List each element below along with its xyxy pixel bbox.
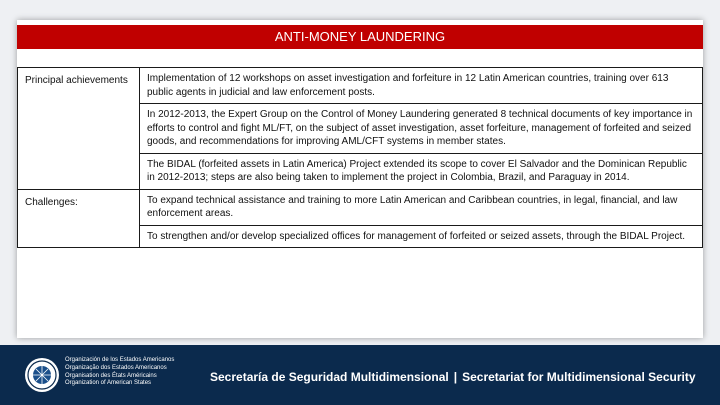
- challenge-item: To strengthen and/or develop specialized offices for management of forfeited or seized assets, through the BIDAL Project.: [140, 225, 703, 248]
- secretariat-separator: |: [453, 370, 458, 384]
- table-row: [18, 68, 703, 104]
- achievement-item: The BIDAL (forfeited assets in Latin America) Project extended its scope to cover El Salvador and the Dominican Republic in 2012-2013; steps are also being taken to implement the project in Colombia, Brazil, and Paraguay in 2014.: [140, 153, 703, 189]
- organization-names: [65, 357, 174, 388]
- secretariat-es: Secretaría de Seguridad Multidimensional: [210, 370, 449, 384]
- achievements-table: [17, 67, 703, 248]
- slide-title: ANTI-MONEY LAUNDERING: [17, 25, 703, 49]
- org-name-es: Organización de los Estados Americanos: [65, 357, 175, 363]
- slide-card: [17, 20, 703, 338]
- org-name-pt: Organização dos Estados Americanos: [65, 364, 167, 371]
- challenges-label: Challenges:: [18, 189, 140, 248]
- challenge-item: To expand technical assistance and training to more Latin American and Caribbean countries, in legal, financial, and law enforcement areas.: [140, 189, 703, 225]
- org-name-fr: Organisation des États Américains: [65, 372, 157, 379]
- secretariat-en: Secretariat for Multidimensional Security: [462, 370, 696, 384]
- org-name-en: Organization of American States: [65, 380, 152, 387]
- oas-seal-icon: [24, 357, 60, 393]
- achievement-item: In 2012-2013, the Expert Group on the Control of Money Laundering generated 8 technical documents of key importance in efforts to control and fight ML/FT, on the subject of asset investigation, asset forfeiture, management of forfeited and seized goods, and recommendations for improving AML/CFT systems in member states.: [140, 104, 703, 154]
- secretariat-title: [210, 370, 696, 384]
- principal-achievements-label: Principal achievements: [18, 68, 140, 190]
- table-row: [18, 189, 703, 225]
- footer-bar: [0, 345, 720, 405]
- achievement-item: Implementation of 12 workshops on asset investigation and forfeiture in 12 Latin American countries, training over 613 public agents in judicial and law enforcement posts.: [140, 68, 703, 104]
